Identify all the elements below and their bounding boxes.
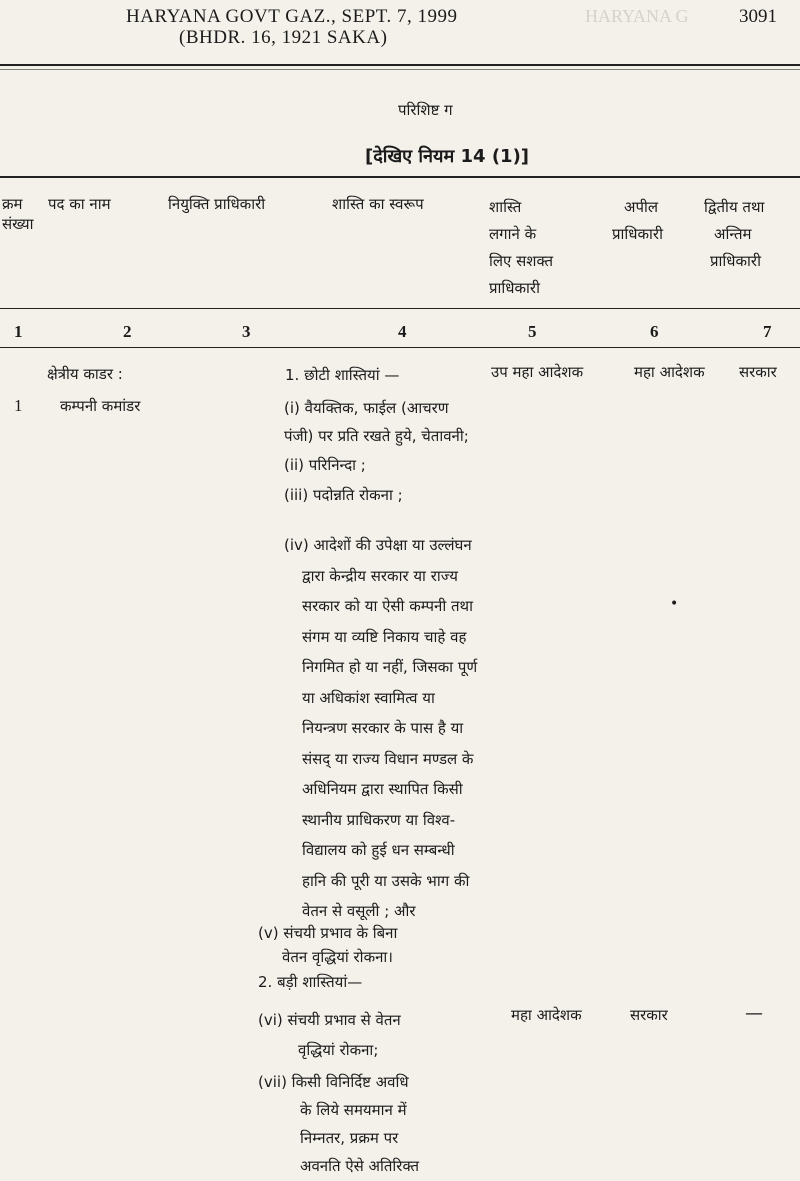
penalty-line: अवनति ऐसे अतिरिक्त [300,1157,420,1175]
gazette-title: HARYANA GOVT GAZ., SEPT. 7, 1999 [126,6,458,27]
header-serial-line: संख्या [2,215,34,233]
ink-speck: • [670,596,679,612]
header-serial [2,194,34,234]
column-number: 4 [398,322,407,341]
penalty-line: (vii) किसी विनिर्दिष्ट अवधि [258,1073,409,1091]
penalty-line: (vi) संचयी प्रभाव से वेतन [258,1011,401,1029]
table-top-rule [0,176,800,178]
column-number: 1 [14,322,23,341]
header-final-authority [704,194,764,275]
header-line: लिए सशक्त [489,252,554,270]
major-appeal-authority: सरकार [630,1006,668,1024]
serial-number: 1 [14,396,23,415]
header-post-name: पद का नाम [48,195,111,213]
penalty-line: (i) वैयक्तिक, फाईल (आचरण [284,399,449,417]
column-number: 3 [242,322,251,341]
penalty-item: (iii) पदोन्नति रोकना ; [284,486,403,504]
header-line: अन्तिम [714,225,752,243]
penalty-line: नियन्त्रण सरकार के पास है या [302,719,464,737]
header-line: शास्ति [489,198,522,216]
column-number: 2 [123,322,132,341]
penalty-item [258,1005,401,1065]
minor-penalty-authority: उप महा आदेशक [491,363,584,381]
penalty-item [258,921,397,969]
header-penalty-authority [489,194,553,302]
penalty-line: (iv) आदेशों की उपेक्षा या उल्लंघन [284,536,472,554]
column-number: 6 [650,322,659,341]
penalty-item: (ii) परिनिन्दा ; [284,456,366,474]
header-line: प्राधिकारी [612,225,663,243]
penalty-item [258,1068,419,1180]
header-penalty-nature: शास्ति का स्वरूप [332,195,424,213]
major-penalties-heading: 2. बड़ी शास्तियां— [258,973,363,991]
column-number: 7 [763,322,772,341]
penalty-line: वेतन से वसूली ; और [302,902,416,920]
post-name: कम्पनी कमांडर [60,397,141,415]
page-number: 3091 [739,6,777,27]
header-line: अपील [624,198,659,216]
penalty-line: (v) संचयी प्रभाव के बिना [258,924,398,942]
bleed-through-text: HARYANA G [585,6,689,26]
penalty-line: सरकार को या ऐसी कम्पनी तथा [302,597,474,615]
minor-appeal-authority: महा आदेशक [634,363,705,381]
header-line: द्वितीय तथा [704,198,765,216]
penalty-item [284,530,477,927]
penalty-line: निगमित हो या नहीं, जिसका पूर्ण [302,658,478,676]
penalty-line: के लिये समयमान में [300,1101,407,1119]
penalty-line: द्वारा केन्द्रीय सरकार या राज्य [302,566,459,585]
penalty-line: पंजी) पर प्रति रखते हुये, चेतावनी; [284,427,469,445]
column-numbers-rule [0,347,800,348]
penalty-line: वेतन वृद्धियां रोकना। [282,948,393,966]
minor-final-authority: सरकार [739,363,777,381]
penalty-line: संसद् या राज्य विधान मण्डल के [302,749,474,768]
major-penalty-authority: महा आदेशक [511,1006,582,1024]
penalty-line: निम्नतर, प्रक्रम पर [300,1129,399,1147]
header-line: प्राधिकारी [710,252,761,270]
penalty-item [284,394,469,450]
column-number: 5 [528,322,537,341]
penalty-line: वृद्धियां रोकना; [298,1041,379,1059]
penalty-line: संगम या व्यष्टि निकाय चाहे वह [302,627,467,646]
header-line: प्राधिकारी [489,279,540,297]
minor-penalties-heading: 1. छोटी शास्तियां — [285,366,400,384]
penalty-line: अधिनियम द्वारा स्थापित किसी [302,780,463,798]
penalty-line: हानि की पूरी या उसके भाग की [302,871,470,890]
header-appointing-authority: नियुक्ति प्राधिकारी [168,195,266,213]
header-rule [0,64,800,66]
header-appeal-authority [612,194,663,248]
penalty-line: या अधिकांश स्वामित्व या [302,688,435,707]
penalty-line: स्थानीय प्राधिकरण या विश्व- [302,810,456,829]
gazette-date: (BHDR. 16, 1921 SAKA) [179,27,388,48]
header-bottom-rule [0,308,800,309]
header-rule-faint [0,69,800,70]
penalty-line: विद्यालय को हुई धन सम्बन्धी [302,841,455,859]
header-serial-line: क्रम [2,195,23,213]
header-line: लगाने के [489,225,537,243]
cadre-label: क्षेत्रीय काडर : [47,365,123,383]
appendix-title: परिशिष्ट ग [398,101,453,119]
rule-reference: [देखिए नियम 14 (1)] [365,146,530,167]
major-final-authority: — [745,1003,763,1024]
